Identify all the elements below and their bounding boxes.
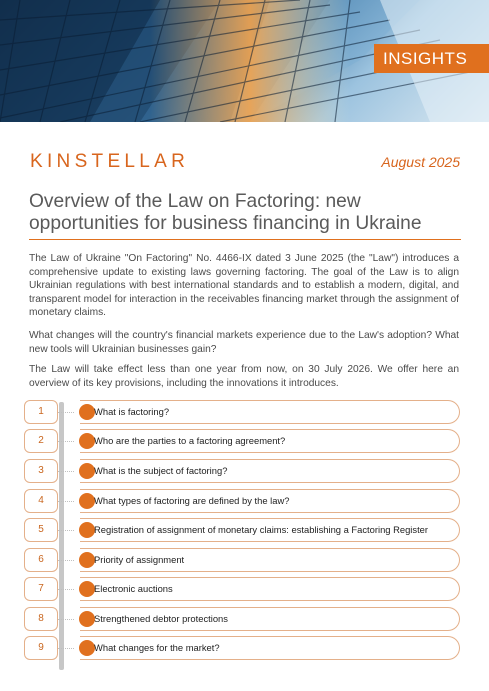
toc-item-number: 7 [24, 577, 58, 601]
toc-item-label[interactable]: Electronic auctions [94, 583, 173, 594]
toc-item-number: 3 [24, 459, 58, 483]
toc-item-label[interactable]: What changes for the market? [94, 642, 220, 653]
toc-connector [58, 412, 74, 413]
toc-item-number: 5 [24, 518, 58, 542]
toc-bullet-icon [79, 640, 95, 656]
toc-item[interactable] [24, 577, 460, 602]
toc-connector [58, 441, 74, 442]
toc-item[interactable] [24, 459, 460, 484]
intro-paragraph: The Law of Ukraine "On Factoring" No. 4466-IX dated 3 June 2025 (the "Law") introduces a comprehensive update to existing laws governing factoring. The goal of the Law is to align Ukrainian regulations with best international standards and to establish a modern, digital, and transparent model for interaction in the receivables financing market through the assignment of monetary claims. [29, 253, 459, 319]
toc-bullet-icon [79, 552, 95, 568]
publication-date: August 2025 [381, 154, 460, 170]
toc-bullet-icon [79, 581, 95, 597]
toc-item-label[interactable]: What types of factoring are defined by the law? [94, 495, 290, 506]
toc-connector [58, 589, 74, 590]
toc-item-label[interactable]: Strengthened debtor protections [94, 613, 228, 624]
toc-item-label[interactable]: Priority of assignment [94, 554, 185, 565]
toc-item[interactable] [24, 489, 460, 514]
toc-bullet-icon [79, 493, 95, 509]
kinstellar-logo: KINSTELLAR [30, 151, 190, 172]
toc-item-number: 2 [24, 429, 58, 453]
toc-item-label[interactable]: What is the subject of factoring? [94, 465, 228, 476]
toc-connector [58, 619, 74, 620]
toc-connector [58, 501, 74, 502]
hero-banner [0, 0, 489, 122]
toc-connector [58, 471, 74, 472]
toc-connector [58, 648, 74, 649]
toc-bullet-icon [79, 404, 95, 420]
insights-badge: INSIGHTS [374, 44, 489, 73]
toc-item[interactable] [24, 548, 460, 573]
toc-item[interactable] [24, 400, 460, 425]
toc-item[interactable] [24, 607, 460, 632]
toc-item[interactable] [24, 518, 460, 543]
toc-item-number: 9 [24, 636, 58, 660]
toc-item-label[interactable]: Registration of assignment of monetary claims: establishing a Factoring Register [94, 524, 429, 535]
toc-connector [58, 530, 74, 531]
toc-item-label[interactable]: Who are the parties to a factoring agreement? [94, 435, 286, 446]
toc-bullet-icon [79, 433, 95, 449]
intro-paragraph: The Law will take effect less than one year from now, on 30 July 2026. We offer here an overview of its key provisions, including the innovations it introduces. [29, 364, 459, 389]
title-divider [29, 239, 461, 240]
toc-item[interactable] [24, 429, 460, 454]
intro-paragraph: What changes will the country's financial markets experience due to the Law's adoption? What new tools will Ukrainian businesses gain? [29, 330, 459, 355]
toc-item-number: 6 [24, 548, 58, 572]
toc-item-number: 4 [24, 489, 58, 513]
toc-bullet-icon [79, 611, 95, 627]
toc-item[interactable] [24, 636, 460, 661]
toc-item-number: 1 [24, 400, 58, 424]
page-title: Overview of the Law on Factoring: new opportunities for business financing in Ukraine [29, 191, 422, 234]
toc-connector [58, 560, 74, 561]
toc-bullet-icon [79, 463, 95, 479]
toc-item-label[interactable]: What is factoring? [94, 406, 170, 417]
toc-item-number: 8 [24, 607, 58, 631]
toc-bullet-icon [79, 522, 95, 538]
